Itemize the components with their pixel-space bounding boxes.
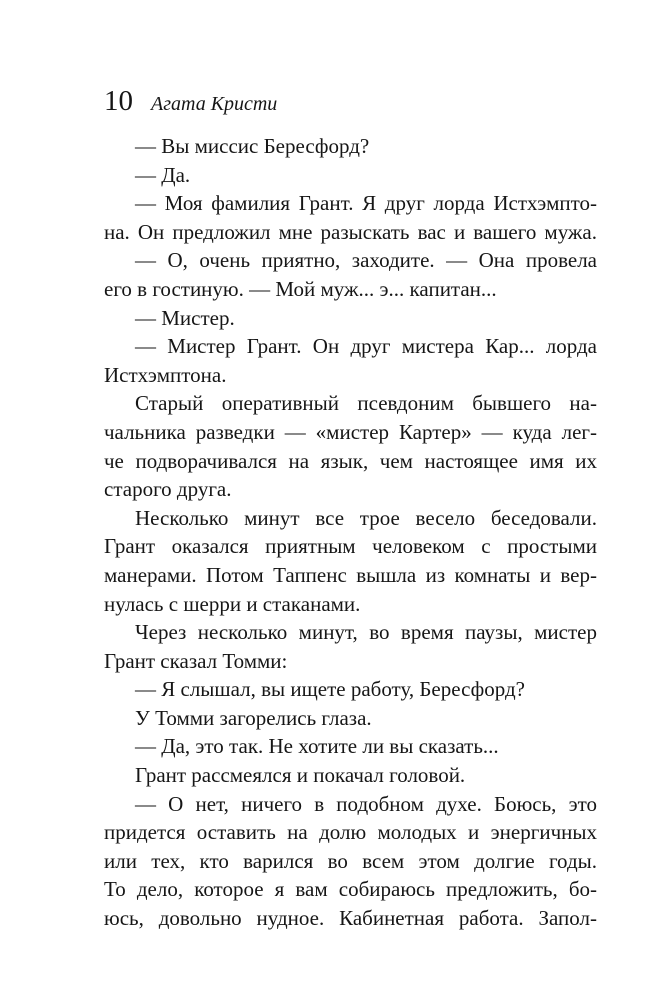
text-line: Через несколько минут, во время паузы, мистер bbox=[135, 620, 597, 645]
text-line: придется оставить на долю молодых и энергичных bbox=[104, 820, 597, 845]
text-line: на. Он предложил мне разыскать вас и вашего мужа. bbox=[104, 219, 597, 244]
text-line: старого друга. bbox=[104, 477, 232, 502]
text-line: юсь, довольно нудное. Кабинетная работа. Запол- bbox=[104, 906, 597, 931]
page-number: 10 bbox=[104, 85, 133, 117]
text-line: нулась с шерри и стаканами. bbox=[104, 591, 361, 616]
text-line: — Мистер Грант. Он друг мистера Кар... лорда bbox=[135, 334, 597, 359]
running-title: Агата Кристи bbox=[151, 93, 278, 115]
text-line: — Моя фамилия Грант. Я друг лорда Истхэмпто- bbox=[135, 191, 597, 216]
text-line: Несколько минут все трое весело беседовали. bbox=[135, 505, 597, 530]
text-line: его в гостиную. — Мой муж... э... капитан... bbox=[104, 276, 497, 301]
text-line: Грант рассмеялся и покачал головой. bbox=[135, 763, 466, 788]
text-line: Истхэмптона. bbox=[104, 362, 227, 387]
body-text bbox=[104, 132, 597, 933]
text-line: че подворачивался на язык, чем настоящее имя их bbox=[104, 448, 597, 473]
text-line: То дело, которое я вам собираюсь предложить, бо- bbox=[104, 877, 597, 902]
text-line: — Мистер. bbox=[135, 305, 235, 330]
text-line: — Вы миссис Бересфорд? bbox=[135, 134, 370, 158]
text-line: — Я слышал, вы ищете работу, Бересфорд? bbox=[135, 677, 525, 702]
text-line: чальника разведки — «мистер Картер» — куда лег- bbox=[104, 419, 597, 444]
text-line: или тех, кто варился во всем этом долгие годы. bbox=[104, 848, 597, 873]
text-line: Грант сказал Томми: bbox=[104, 648, 288, 673]
text-line: — Да, это так. Не хотите ли вы сказать... bbox=[135, 734, 499, 759]
text-line: Грант оказался приятным человеком с простыми bbox=[104, 534, 597, 559]
text-line: — Да. bbox=[135, 162, 191, 187]
text-line: Старый оперативный псевдоним бывшего на- bbox=[135, 391, 597, 416]
text-line: — О, очень приятно, заходите. — Она провела bbox=[135, 248, 597, 273]
text-line: манерами. Потом Таппенс вышла из комнаты и вер- bbox=[104, 562, 597, 587]
text-line: У Томми загорелись глаза. bbox=[135, 705, 372, 730]
text-line: — О нет, ничего в подобном духе. Боюсь, это bbox=[135, 791, 597, 816]
page-header bbox=[104, 84, 604, 124]
